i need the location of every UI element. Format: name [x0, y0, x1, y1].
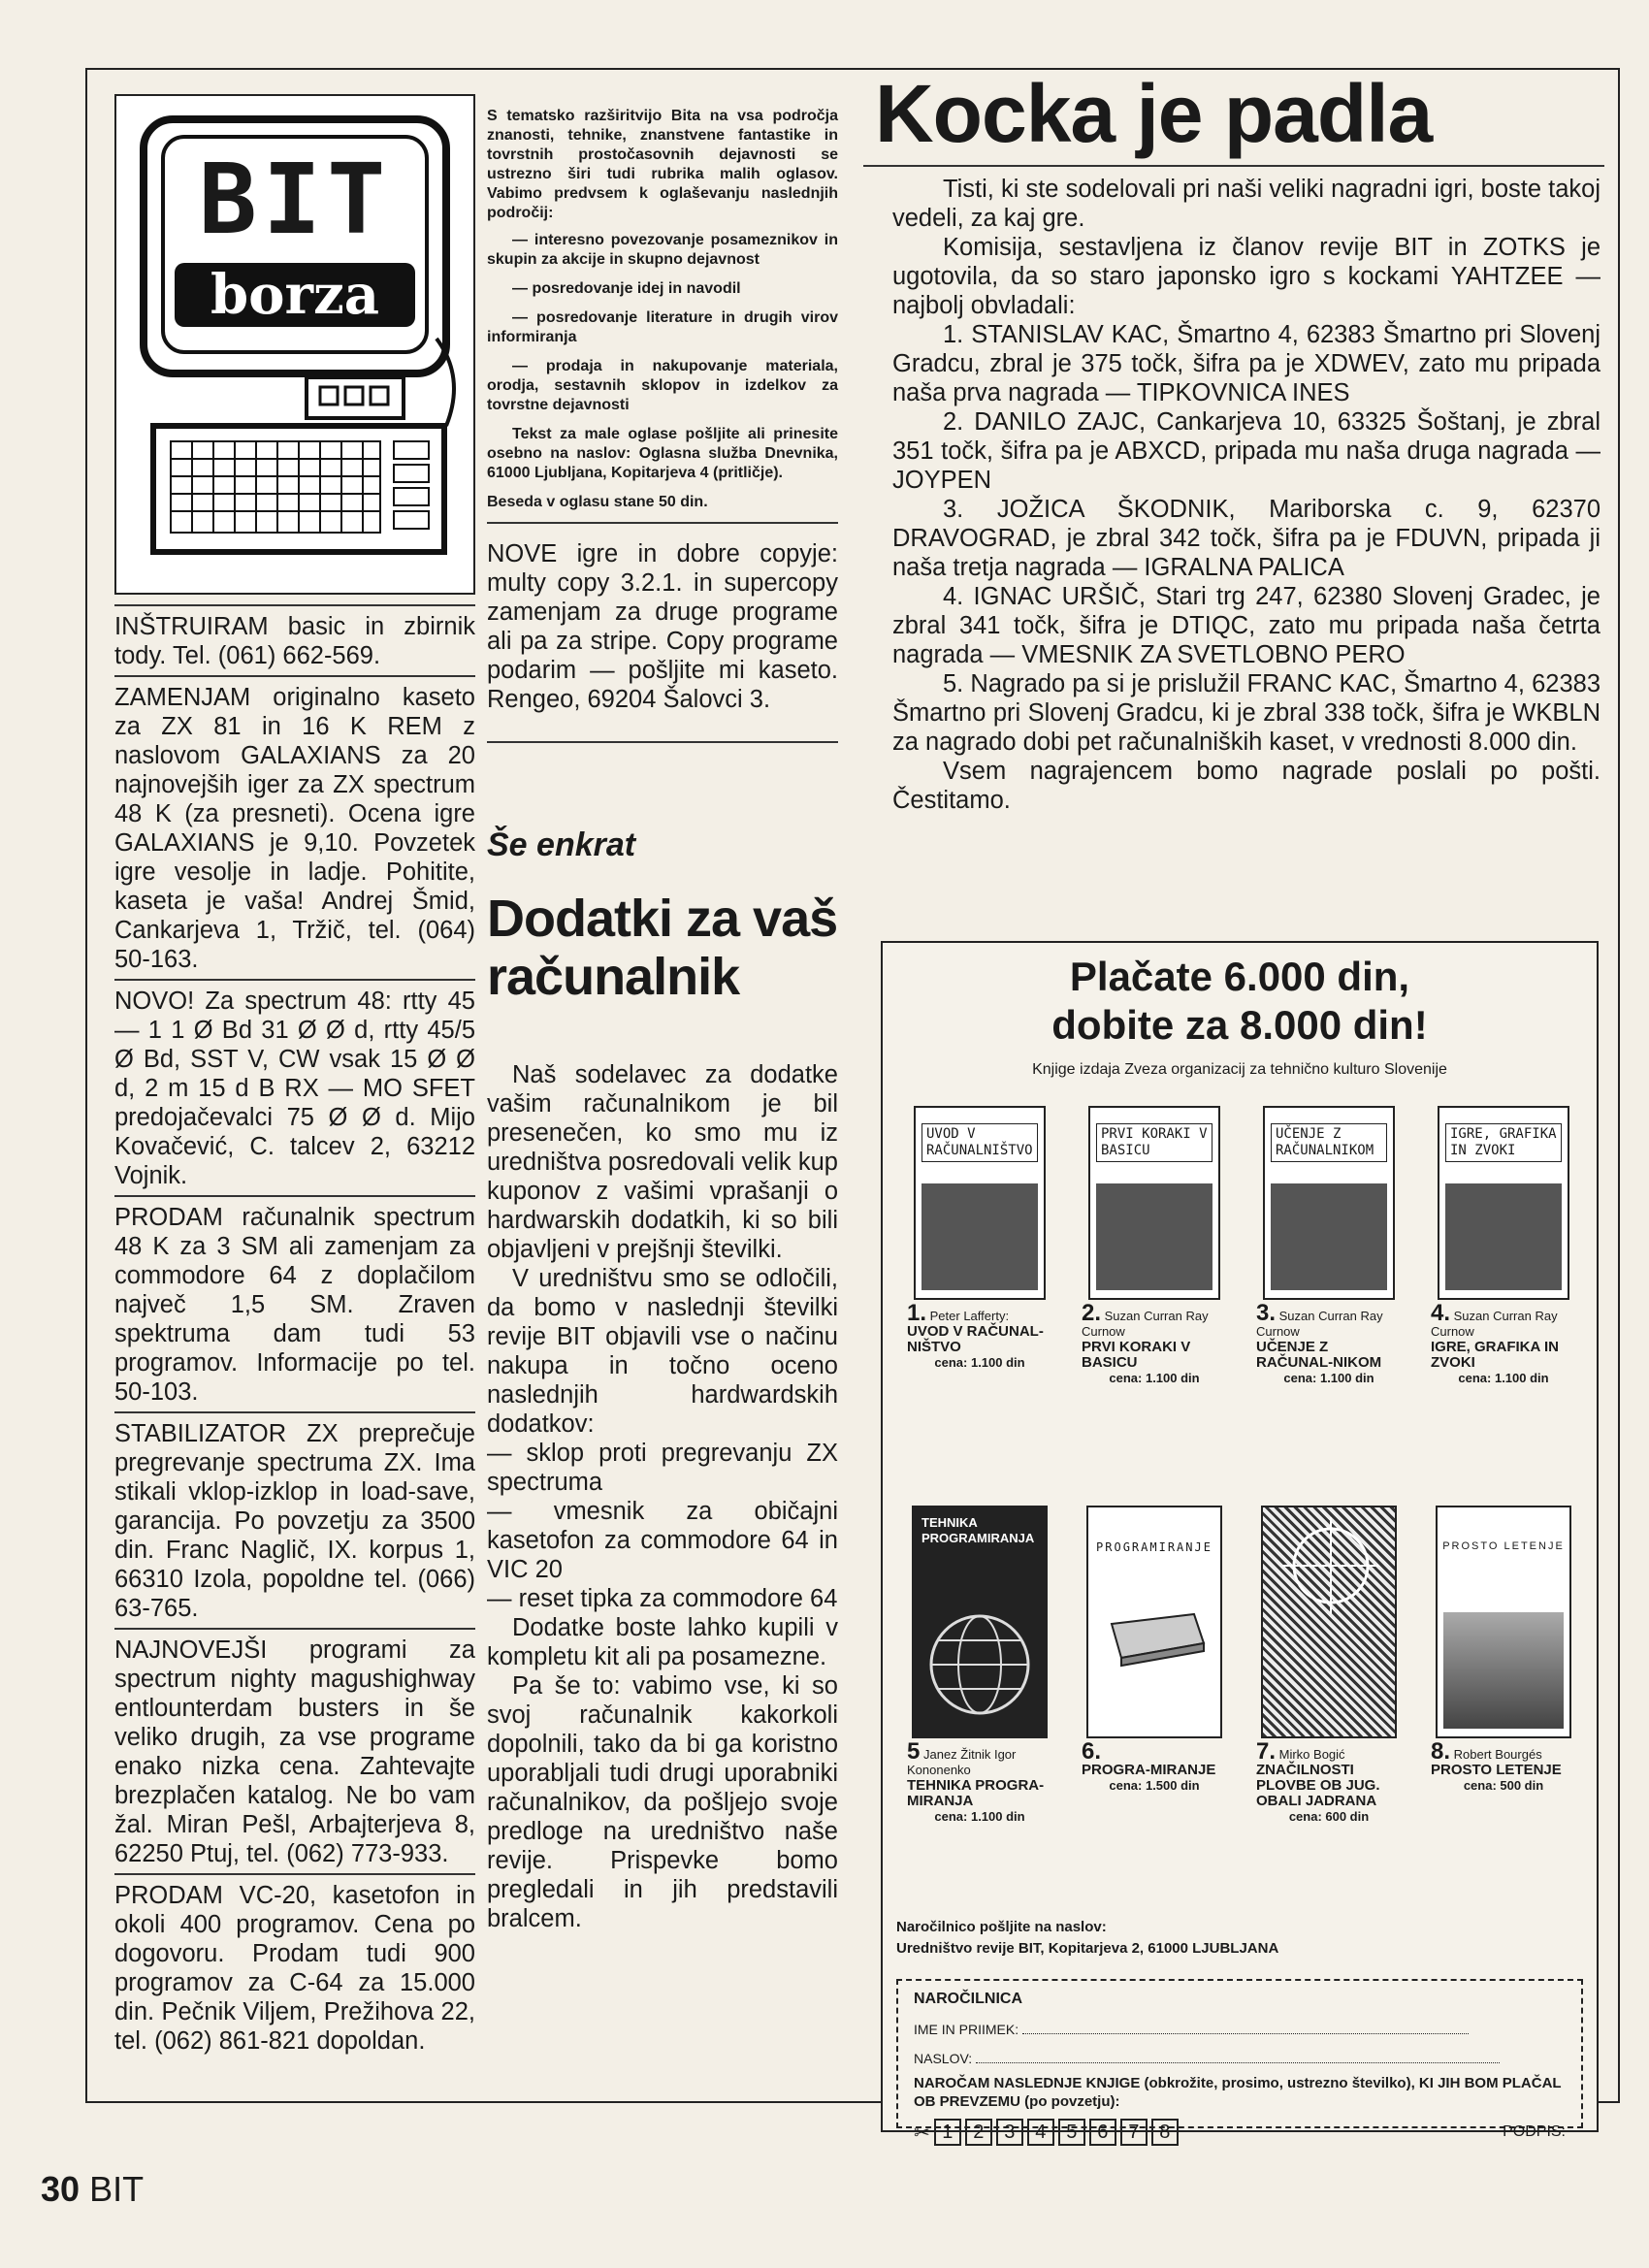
intro-address: Tekst za male oglase pošljite ali prinesite osebno na naslov: Oglasna služba Dnevnika, 61000 Ljubljana, Kopitarjeva 4 (pritličje). — [487, 426, 838, 481]
book-number: 3. — [1256, 1300, 1277, 1326]
results-para: 2. DANILO ZAJC, Cankarjeva 10, 63325 Šoštanj, je zbral 351 točk, šifra pa je ABXCD, pripada mu naša druga nagrada — JOYPEN — [892, 408, 1600, 494]
classified-ad: INŠTRUIRAM basic in zbirnik tody. Tel. (061) 662-569. — [114, 604, 475, 677]
order-line: Naročilnico pošljite na naslov: — [896, 1919, 1107, 1935]
article-para: — sklop proti pregrevanju ZX spectruma — [487, 1440, 838, 1496]
book-item — [1082, 1506, 1227, 1825]
cover-title: PRVI KORAKI V BASICU — [1096, 1123, 1212, 1162]
book-row-2 — [892, 1506, 1591, 1825]
cover-photo — [1443, 1612, 1564, 1729]
order-line: Uredništvo revije BIT, Kopitarjeva 2, 61000 LJUBLJANA — [896, 1940, 1279, 1957]
book-price: cena: 1.500 din — [1109, 1778, 1200, 1793]
book-name: UČENJE Z RAČUNAL-NIKOM — [1256, 1339, 1382, 1371]
intro-item: — posredovanje idej in navodil — [512, 280, 741, 297]
book-cover — [1086, 1506, 1222, 1738]
book-caption — [1256, 1738, 1402, 1825]
map-chart-icon — [1263, 1507, 1399, 1740]
order-form — [896, 1979, 1583, 2144]
results-body — [863, 175, 1604, 815]
book-name: TEHNIKA PROGRA-MIRANJA — [907, 1777, 1045, 1809]
book-name: PRVI KORAKI V BASICU — [1082, 1339, 1191, 1371]
book-item — [1431, 1106, 1576, 1386]
book-choice-box[interactable]: 7 — [1120, 2119, 1148, 2146]
computer-icon — [1102, 1604, 1209, 1672]
book-name: UVOD V RAČUNAL-NIŠTVO — [907, 1323, 1044, 1355]
cover-title: UČENJE Z RAČUNALNIKOM — [1271, 1123, 1387, 1162]
book-number: 6. — [1082, 1738, 1102, 1765]
book-price: cena: 500 din — [1463, 1778, 1544, 1793]
middle-column — [487, 107, 838, 1933]
book-cover — [1088, 1106, 1220, 1300]
form-request: NAROČAM NASLEDNJE KNJIGE (obkrožite, prosimo, ustrezno številko), KI JIH BOM PLAČAL OB PREVZEMU (po povzetju): — [914, 2075, 1562, 2110]
book-name: ZNAČILNOSTI PLOVBE OB JUG. OBALI JADRANA — [1256, 1762, 1380, 1809]
classified-ad: NOVE igre in dobre copyje: multy copy 3.2.1. in supercopy zamenjam za druge programe ali pa za stripe. Copy programe podarim — pošljite mi kaseto. Rengeo, 69204 Šalovci 3. — [487, 540, 838, 713]
form-name-row — [914, 2022, 1566, 2037]
divider — [487, 522, 838, 524]
book-number: 2. — [1082, 1300, 1102, 1326]
article-para: Dodatke boste lahko kupili v kompletu kit ali pa posamezne. — [487, 1614, 838, 1670]
book-author: Robert Bourgés — [1453, 1747, 1542, 1762]
book-author: Suzan Curran Ray Curnow — [1082, 1309, 1209, 1339]
book-name: PROSTO LETENJE — [1431, 1762, 1562, 1778]
article-para: — reset tipka za commodore 64 — [487, 1585, 838, 1612]
book-cover — [912, 1506, 1048, 1738]
article-headline: Dodatki za vaš računalnik — [487, 890, 838, 1006]
cover-photo — [1096, 1183, 1212, 1290]
results-para: Vsem nagrajencem bomo nagrade poslali po pošti. Čestitamo. — [892, 758, 1600, 814]
book-caption — [1256, 1300, 1402, 1386]
intro-item: — interesno povezovanje posameznikov in skupin za akcije in skupno dejavnost — [487, 232, 838, 268]
book-item — [1431, 1506, 1576, 1825]
intro-item: — prodaja in nakupovanje materiala, orodja, sestavnih sklopov in izdelkov za tovrstne dejavnosti — [487, 358, 838, 413]
page-frame — [85, 68, 1620, 2144]
book-author: Suzan Curran Ray Curnow — [1256, 1309, 1383, 1339]
signature-label: PODPIS: — [1503, 2123, 1566, 2140]
classified-ad: NAJNOVEJŠI programi za spectrum nighty magushighway entlounterdam busters in še veliko drugih, za vse programe enako nizka cena. Zahtevajte brezplačen katalog. Ne bo vam žal. Miran Pešl, Arbajterjeva 8, 62250 Ptuj, tel. (062) 773-933. — [114, 1630, 475, 1875]
book-price: cena: 1.100 din — [1109, 1371, 1200, 1385]
cover-title: IGRE, GRAFIKA IN ZVOKI — [1445, 1123, 1562, 1162]
article-kicker: Še enkrat — [487, 826, 636, 863]
book-author: Peter Lafferty: — [929, 1309, 1010, 1323]
book-cover — [1261, 1506, 1397, 1738]
book-item — [1256, 1106, 1402, 1386]
offer-title-1: Plačate 6.000 din, — [1069, 954, 1410, 999]
book-caption — [907, 1300, 1052, 1371]
cover-photo — [922, 1183, 1038, 1290]
form-name-label: IME IN PRIIMEK: — [914, 2022, 1019, 2037]
book-name: IGRE, GRAFIKA IN ZVOKI — [1431, 1339, 1559, 1371]
book-caption — [1082, 1300, 1227, 1386]
classified-ad: PRODAM računalnik spectrum 48 K za 3 SM ali zamenjam za commodore 64 z doplačilom največ 1,5 SM. Zraven spektruma dam tudi 53 programov. Informacije po tel. 50-103. — [114, 1197, 475, 1413]
book-choice-box[interactable]: 1 — [934, 2119, 961, 2146]
book-number: 1. — [907, 1300, 927, 1326]
article-para: Naš sodelavec za dodatke vašim računalnikom je bil presenečen, ko smo mu iz uredništva posredovali velik kup kuponov z vašimi vprašanji o hardwarskih dodatkih, ki so bili objavljeni v prejšnji številki. — [487, 1061, 838, 1263]
form-address-row — [914, 2051, 1566, 2066]
name-field[interactable] — [1022, 2033, 1469, 2034]
book-selector — [914, 2119, 1566, 2146]
book-offer — [881, 941, 1599, 2144]
classified-ad: STABILIZATOR ZX preprečuje pregrevanje spectruma ZX. Ima stikali vklop-izklop in load-save, garancija. Po povzetju za 3500 din. Franc Naglič, IX. korpus 1, 66310 Izola, popoldne tel. (066) 63-765. — [114, 1413, 475, 1630]
page-footer — [41, 2169, 144, 2210]
book-caption — [1082, 1738, 1227, 1794]
book-number: 4. — [1431, 1300, 1451, 1326]
book-price: cena: 1.100 din — [934, 1355, 1025, 1370]
form-title: NAROČILNICA — [914, 1991, 1022, 2007]
book-item — [1256, 1506, 1402, 1825]
article-para: — vmesnik za običajni kasetofon za commodore 64 in VIC 20 — [487, 1498, 838, 1583]
address-field[interactable] — [976, 2062, 1500, 2063]
book-number: 7. — [1256, 1738, 1277, 1765]
results-para: Komisija, sestavljena iz članov revije BIT in ZOTKS je ugotovila, da so staro japonsko igro s kockami YAHTZEE — najbolj obvladali: — [892, 234, 1600, 319]
cover-title: UVOD V RAČUNALNIŠTVO — [922, 1123, 1038, 1162]
form-address-label: NASLOV: — [914, 2051, 973, 2066]
results-para: 4. IGNAC URŠIČ, Stari trg 247, 62380 Slovenj Gradec, je zbral 341 točk, šifra je DTIQC, zato mu pripada naša četrta nagrada — VMESNIK ZA SVETLOBNO PERO — [892, 583, 1600, 668]
left-column — [114, 94, 475, 2060]
book-item — [907, 1506, 1052, 1825]
article-para: V uredništvu smo se odločili, da bomo v naslednji številki revije BIT objavili vse o načinu nakupa in točno oceno naslednjih hardwardskih dodatkov: — [487, 1265, 838, 1438]
cover-title: PROGRAMIRANJE — [1096, 1540, 1212, 1554]
results-para: 1. STANISLAV KAC, Šmartno 4, 62383 Šmartno pri Slovenj Gradcu, zbral je 375 točk, šifra pa je XDWEV, zato mu pripada naša prva nagrada — TIPKOVNICA INES — [892, 321, 1600, 406]
offer-subtitle: Knjige izdaja Zveza organizacij za tehnično kulturo Slovenije — [1032, 1061, 1447, 1078]
order-instructions — [896, 1917, 1278, 1960]
book-number: 5 — [907, 1738, 921, 1765]
article-para: Pa še to: vabimo vse, ki so svoj računalnik kakorkoli dopolnili, tako da bi ga koristno uporabljali tudi drugi uporabniki računalnikov, da pošljejo svoje predloge na uredništvo naše revije. Prispevke bomo pregledali in jih predstavili bralcem. — [487, 1672, 838, 1932]
book-choice-box[interactable]: 3 — [996, 2119, 1023, 2146]
globe-icon — [922, 1606, 1038, 1723]
book-price: cena: 1.100 din — [934, 1809, 1025, 1824]
book-choice-box[interactable]: 8 — [1151, 2119, 1179, 2146]
book-price: cena: 1.100 din — [1283, 1371, 1374, 1385]
book-cover — [1436, 1506, 1571, 1738]
divider — [487, 741, 838, 743]
book-author: Janez Žitnik Igor Kononenko — [907, 1747, 1017, 1777]
scissors-icon: ✂ — [914, 2122, 930, 2144]
book-price: cena: 1.100 din — [1458, 1371, 1549, 1385]
results-para: 3. JOŽICA ŠKODNIK, Mariborska c. 9, 62370 DRAVOGRAD, je zbral 342 točk, šifra pa je FDUVN, pripada ji naša tretja nagrada — IGRALNA PALICA — [892, 496, 1600, 581]
book-cover — [914, 1106, 1046, 1300]
bit-borza-logo — [114, 94, 475, 595]
right-column — [863, 70, 1604, 815]
intro-item: — posredovanje literature in drugih virov informiranja — [487, 309, 838, 345]
article-body — [487, 1060, 838, 1933]
book-name: PROGRA-MIRANJE — [1082, 1762, 1216, 1778]
results-para: 5. Nagrado pa si je prislužil FRANC KAC, Šmartno 4, 62383 Šmartno pri Slovenj Gradcu, ki je zbral 338 točk, šifra je WKBLN za nagrado dobi pet računalniških kaset, v vrednosti 8.000 din. — [892, 670, 1600, 756]
results-title: Kocka je padla — [875, 68, 1433, 159]
logo-borza: borza — [175, 263, 415, 327]
classified-ad: NOVO! Za spectrum 48: rtty 45 — 1 1 Ø Bd 31 Ø Ø d, rtty 45/5 Ø Bd, SST V, CW vsak 15 Ø Ø d, 2 m 15 d B RX — MO SFET predojačevalci 75 Ø Ø d. Mijo Kovačević, C. talcev 2, 63212 Vojnik. — [114, 981, 475, 1197]
cover-photo — [1445, 1183, 1562, 1290]
cover-photo — [1271, 1183, 1387, 1290]
title-rule — [863, 165, 1604, 167]
book-item — [907, 1106, 1052, 1386]
book-choice-box[interactable]: 4 — [1027, 2119, 1054, 2146]
intro-notice — [487, 107, 838, 512]
book-row-1 — [892, 1106, 1591, 1386]
book-item — [1082, 1106, 1227, 1386]
results-para: Tisti, ki ste sodelovali pri naši veliki nagradni igri, boste takoj vedeli, za kaj gre. — [892, 176, 1600, 232]
magazine-name: BIT — [89, 2169, 145, 2209]
book-author: Suzan Curran Ray Curnow — [1431, 1309, 1558, 1339]
book-caption — [1431, 1300, 1576, 1386]
intro-price: Beseda v oglasu stane 50 din. — [487, 494, 708, 510]
book-price: cena: 600 din — [1288, 1809, 1370, 1824]
book-caption — [907, 1738, 1052, 1825]
offer-title-2: dobite za 8.000 din! — [1051, 1002, 1428, 1048]
classified-ad: ZAMENJAM originalno kaseto za ZX 81 in 16 K REM z naslovom GALAXIANS za 20 najnovejših iger za ZX spectrum 48 K (za presneti). Ocena igre GALAXIANS je 9,10. Povzetek igre vesolje in ladje. Pohitite, kaseta je vaša! Andrej Šmid, Cankarjeva 1, Tržič, tel. (064) 50-163. — [114, 677, 475, 981]
classified-ad: PRODAM VC-20, kasetofon in okoli 400 programov. Cena po dogovoru. Prodam tudi 900 programov za C-64 za 15.000 din. Pečnik Viljem, Prežihova 22, tel. (062) 861-821 dopoldan. — [114, 1882, 475, 2055]
book-author: Mirko Bogić — [1278, 1747, 1345, 1762]
logo-bit: BIT — [198, 143, 392, 256]
cover-title: PROSTO LETENJE — [1442, 1540, 1565, 1552]
classified-list — [114, 604, 475, 2060]
book-cover — [1263, 1106, 1395, 1300]
book-caption — [1431, 1738, 1576, 1794]
page-number: 30 — [41, 2169, 81, 2209]
book-number: 8. — [1431, 1738, 1451, 1765]
book-cover — [1438, 1106, 1569, 1300]
cover-title: TEHNIKA PROGRAMIRANJA — [922, 1515, 1035, 1545]
book-choice-box[interactable]: 2 — [965, 2119, 992, 2146]
book-choice-box[interactable]: 6 — [1089, 2119, 1116, 2146]
book-choice-box[interactable]: 5 — [1058, 2119, 1085, 2146]
intro-text: S tematsko razširitvijo Bita na vsa področja znanosti, tehnike, znanstvene fantastike in tovrstnih prostočasovnih dejavnosti se ustrezno širi tudi rubrika malih oglasov. Vabimo predvsem k oglaševanju naslednjih področij: — [487, 108, 838, 221]
